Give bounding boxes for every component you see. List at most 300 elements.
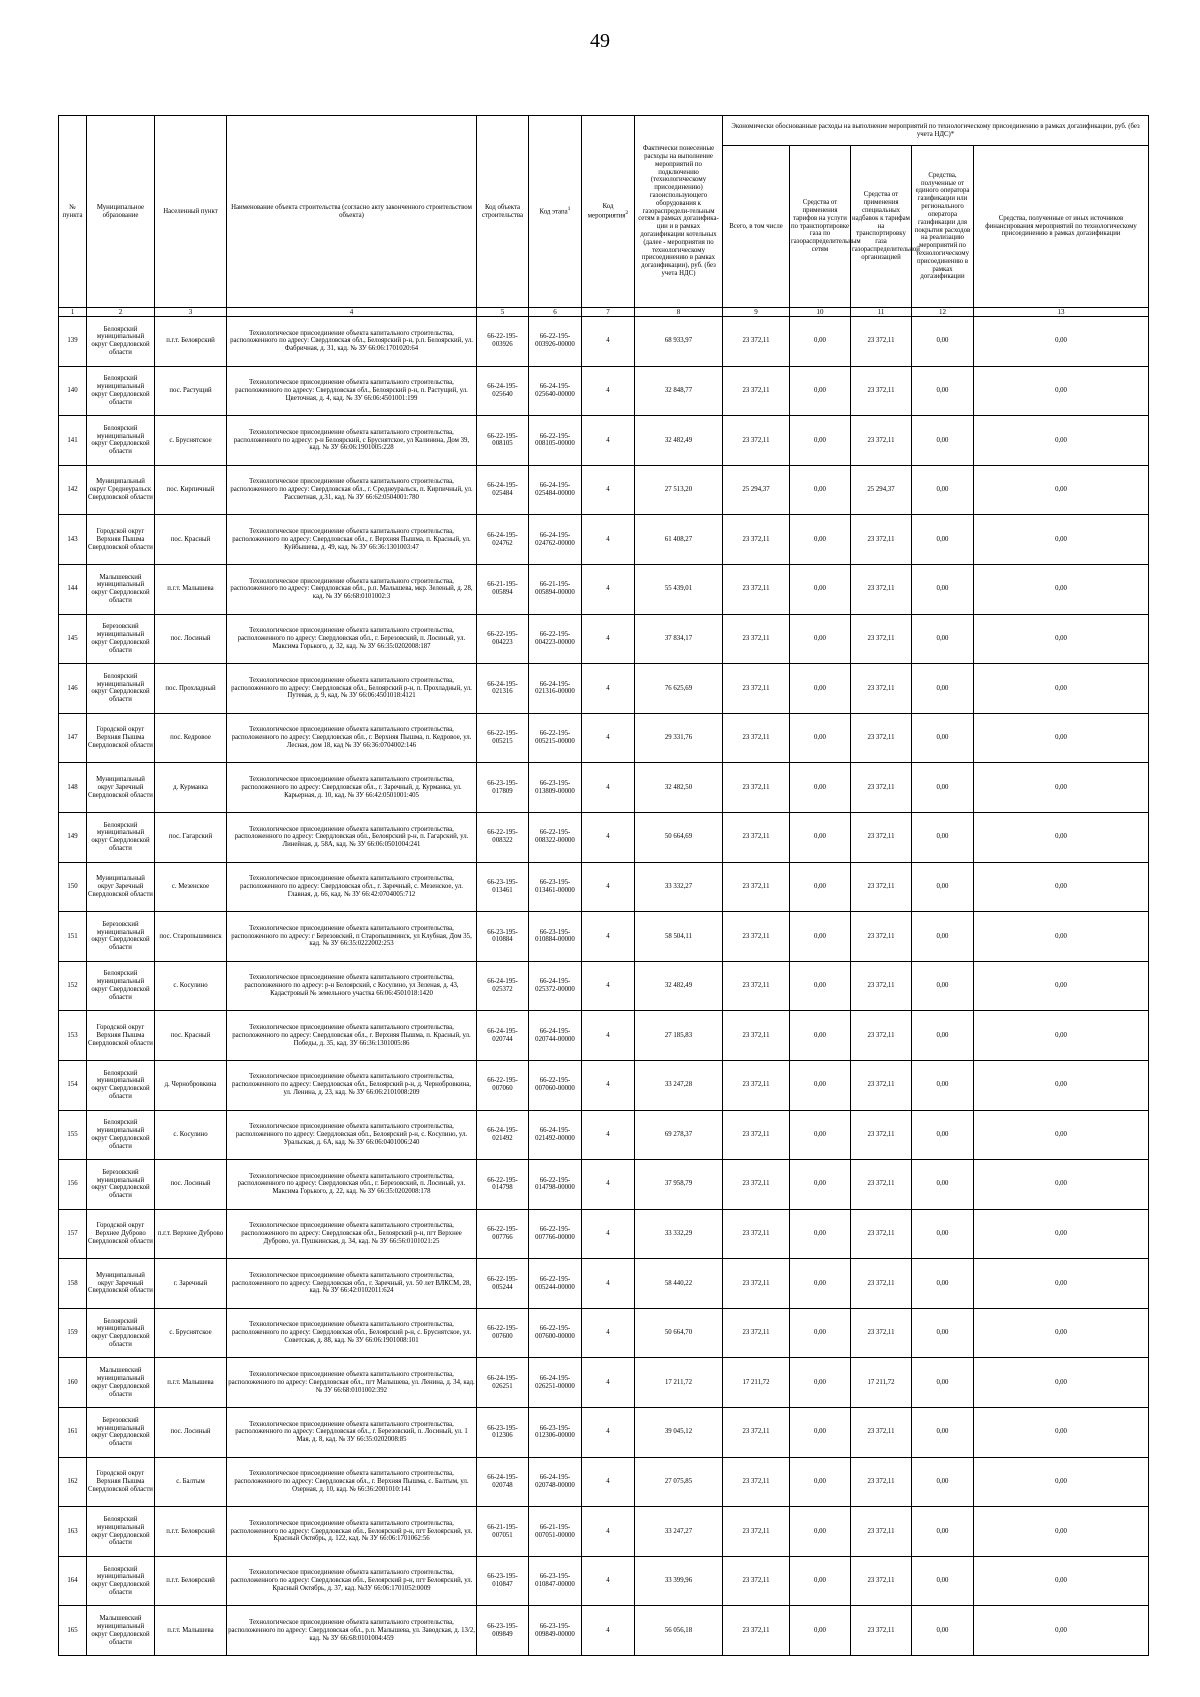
stage-code-cell: 66-22-195-007766-00000 — [529, 1209, 582, 1259]
other-sources-cell: 0,00 — [974, 515, 1149, 565]
actual-expenses-cell: 27 075,85 — [635, 1457, 723, 1507]
object-code-cell: 66-22-195-008322 — [477, 812, 529, 862]
header-other-sources: Средства, полученные от иных источников финансирования мероприятий по технологическому присоединению в рамках догазификации — [974, 146, 1149, 308]
column-number: 7 — [582, 308, 635, 317]
column-number: 13 — [974, 308, 1149, 317]
tariff-funds-cell: 0,00 — [790, 317, 851, 367]
other-sources-cell: 0,00 — [974, 1110, 1149, 1160]
event-code-cell: 4 — [582, 614, 635, 664]
total-cell: 23 372,11 — [723, 664, 790, 714]
row-number: 142 — [59, 465, 87, 515]
stage-code-cell: 66-21-195-007051-00000 — [529, 1507, 582, 1557]
other-sources-cell: 0,00 — [974, 465, 1149, 515]
header-row-number: № пункта — [59, 116, 87, 308]
header-event-code: Код мероприятия$^2$ — [582, 116, 635, 308]
expenses-table — [58, 115, 1149, 1656]
object-name-cell: Технологическое присоединение объекта капитального строительства, расположенного по адресу: Свердловская обл., Белоярский р-н, с. Косулино, ул. Уральская, д. 6А, кад. № ЗУ 66:06:0401006:240 — [227, 1110, 477, 1160]
settlement-cell: с. Бруснятское — [155, 416, 227, 466]
settlement-cell: пос. Гагарский — [155, 812, 227, 862]
actual-expenses-cell: 55 439,01 — [635, 564, 723, 614]
settlement-cell: д. Курманка — [155, 763, 227, 813]
object-code-cell: 66-24-195-025640 — [477, 366, 529, 416]
special-surcharge-cell: 23 372,11 — [851, 416, 912, 466]
special-surcharge-cell: 23 372,11 — [851, 812, 912, 862]
object-code-cell: 66-23-195-010884 — [477, 912, 529, 962]
event-code-cell: 4 — [582, 1606, 635, 1656]
object-name-cell: Технологическое присоединение объекта капитального строительства, расположенного по адресу: Свердловская обл., Белоярский р-н, п. Гагарский, ул. Линейная, д. 58А, кад. № ЗУ 66:06:0501004:241 — [227, 812, 477, 862]
object-name-cell: Технологическое присоединение объекта капитального строительства, расположенного по адресу: Свердловская обл., г. Среднеуральск, п. Кирпичный, ул. Рассветная, д.31, кад. № ЗУ 66:62:0504001:780 — [227, 465, 477, 515]
special-surcharge-cell: 23 372,11 — [851, 1606, 912, 1656]
event-code-cell: 4 — [582, 763, 635, 813]
row-number: 147 — [59, 713, 87, 763]
special-surcharge-cell: 23 372,11 — [851, 1507, 912, 1557]
settlement-cell: пос. Прохладный — [155, 664, 227, 714]
tariff-funds-cell: 0,00 — [790, 713, 851, 763]
municipality-cell: Малышевский муниципальный округ Свердловской области — [87, 1606, 155, 1656]
table-row — [59, 416, 1149, 466]
stage-code-cell: 66-24-195-026251-00000 — [529, 1358, 582, 1408]
event-code-cell: 4 — [582, 1308, 635, 1358]
total-cell: 23 372,11 — [723, 1556, 790, 1606]
object-name-cell: Технологическое присоединение объекта капитального строительства, расположенного по адресу: Свердловская обл., Белоярский р-н, с. Бруснятское, ул. Советская, д. 88, кад. № ЗУ 66:06:1901008:101 — [227, 1308, 477, 1358]
table-row — [59, 763, 1149, 813]
table-row — [59, 465, 1149, 515]
actual-expenses-cell: 37 958,79 — [635, 1160, 723, 1210]
tariff-funds-cell: 0,00 — [790, 564, 851, 614]
operator-funds-cell: 0,00 — [912, 1160, 974, 1210]
stage-code-cell: 66-22-195-004223-00000 — [529, 614, 582, 664]
event-code-cell: 4 — [582, 812, 635, 862]
event-code-cell: 4 — [582, 465, 635, 515]
row-number: 161 — [59, 1408, 87, 1458]
operator-funds-cell: 0,00 — [912, 1556, 974, 1606]
tariff-funds-cell: 0,00 — [790, 1606, 851, 1656]
column-number: 10 — [790, 308, 851, 317]
special-surcharge-cell: 23 372,11 — [851, 1060, 912, 1110]
table-row — [59, 1556, 1149, 1606]
total-cell: 23 372,11 — [723, 1457, 790, 1507]
settlement-cell: пос. Лосиный — [155, 1160, 227, 1210]
tariff-funds-cell: 0,00 — [790, 465, 851, 515]
tariff-funds-cell: 0,00 — [790, 812, 851, 862]
event-code-cell: 4 — [582, 1358, 635, 1408]
total-cell: 23 372,11 — [723, 763, 790, 813]
row-number: 151 — [59, 912, 87, 962]
stage-code-cell: 66-23-195-009849-00000 — [529, 1606, 582, 1656]
event-code-cell: 4 — [582, 1457, 635, 1507]
municipality-cell: Белоярский муниципальный округ Свердловской области — [87, 1060, 155, 1110]
operator-funds-cell: 0,00 — [912, 1060, 974, 1110]
actual-expenses-cell: 32 482,49 — [635, 961, 723, 1011]
event-code-cell: 4 — [582, 1209, 635, 1259]
operator-funds-cell: 0,00 — [912, 812, 974, 862]
other-sources-cell: 0,00 — [974, 1457, 1149, 1507]
municipality-cell: Белоярский муниципальный округ Свердловской области — [87, 961, 155, 1011]
special-surcharge-cell: 23 372,11 — [851, 1011, 912, 1061]
operator-funds-cell: 0,00 — [912, 1259, 974, 1309]
other-sources-cell: 0,00 — [974, 1358, 1149, 1408]
municipality-cell: Муниципальный округ Заречный Свердловской области — [87, 1259, 155, 1309]
special-surcharge-cell: 23 372,11 — [851, 1110, 912, 1160]
column-number: 11 — [851, 308, 912, 317]
object-name-cell: Технологическое присоединение объекта капитального строительства, расположенного по адресу: Свердловская обл., г. Березовский, п. Лосиный, ул. 1 Мая, д. 8, кад. № ЗУ 66:35:0202008:85 — [227, 1408, 477, 1458]
total-cell: 23 372,11 — [723, 1507, 790, 1557]
row-number: 139 — [59, 317, 87, 367]
total-cell: 23 372,11 — [723, 862, 790, 912]
event-code-cell: 4 — [582, 961, 635, 1011]
object-code-cell: 66-22-195-007060 — [477, 1060, 529, 1110]
stage-code-cell: 66-23-195-013461-00000 — [529, 862, 582, 912]
row-number: 145 — [59, 614, 87, 664]
object-code-cell: 66-24-195-026251 — [477, 1358, 529, 1408]
actual-expenses-cell: 32 482,49 — [635, 416, 723, 466]
other-sources-cell: 0,00 — [974, 664, 1149, 714]
total-cell: 23 372,11 — [723, 317, 790, 367]
total-cell: 23 372,11 — [723, 1259, 790, 1309]
table-row — [59, 1308, 1149, 1358]
special-surcharge-cell: 23 372,11 — [851, 1457, 912, 1507]
tariff-funds-cell: 0,00 — [790, 1011, 851, 1061]
settlement-cell: пос. Кедровое — [155, 713, 227, 763]
special-surcharge-cell: 23 372,11 — [851, 1209, 912, 1259]
table-row — [59, 1358, 1149, 1408]
total-cell: 23 372,11 — [723, 1011, 790, 1061]
tariff-funds-cell: 0,00 — [790, 1209, 851, 1259]
object-name-cell: Технологическое присоединение объекта капитального строительства, расположенного по адресу: р-н Белоярский, с Бруснятское, ул Калинина, Дом 39, кад. № ЗУ 66:06:1901005:228 — [227, 416, 477, 466]
event-code-cell: 4 — [582, 564, 635, 614]
actual-expenses-cell: 32 848,77 — [635, 366, 723, 416]
stage-code-cell: 66-22-195-005244-00000 — [529, 1259, 582, 1309]
other-sources-cell: 0,00 — [974, 1308, 1149, 1358]
page-number: 49 — [590, 30, 610, 52]
other-sources-cell: 0,00 — [974, 1507, 1149, 1557]
row-number: 150 — [59, 862, 87, 912]
object-name-cell: Технологическое присоединение объекта капитального строительства, расположенного по адресу: Свердловская обл., р.п. Малышева, мкр. Зеленый, д. 28, кад. № ЗУ 66:68:0101002:3 — [227, 564, 477, 614]
tariff-funds-cell: 0,00 — [790, 912, 851, 962]
table-row — [59, 1011, 1149, 1061]
stage-code-cell: 66-24-195-025372-00000 — [529, 961, 582, 1011]
stage-code-cell: 66-23-195-010884-00000 — [529, 912, 582, 962]
object-name-cell: Технологическое присоединение объекта капитального строительства, расположенного по адресу: Свердловская обл., Белоярский р-н, пгт Белоярский, ул. Красный Октябрь, д. 37, кад. №ЗУ 66:06:1701052:0009 — [227, 1556, 477, 1606]
special-surcharge-cell: 23 372,11 — [851, 862, 912, 912]
settlement-cell: п.г.т. Белоярский — [155, 1556, 227, 1606]
table-row — [59, 614, 1149, 664]
event-code-cell: 4 — [582, 416, 635, 466]
special-surcharge-cell: 23 372,11 — [851, 763, 912, 813]
table-row — [59, 366, 1149, 416]
object-code-cell: 66-22-195-008105 — [477, 416, 529, 466]
header-object-code: Код объекта строительства — [477, 116, 529, 308]
special-surcharge-cell: 23 372,11 — [851, 1308, 912, 1358]
object-name-cell: Технологическое присоединение объекта капитального строительства, расположенного по адресу: Свердловская обл., г. Верхняя Пышма, п. Кедровое, ул. Лесная, дом 18, кад № ЗУ 66:36:0704002:146 — [227, 713, 477, 763]
event-code-cell: 4 — [582, 1408, 635, 1458]
operator-funds-cell: 0,00 — [912, 416, 974, 466]
column-number: 2 — [87, 308, 155, 317]
municipality-cell: Городской округ Верхняя Пышма Свердловской области — [87, 515, 155, 565]
other-sources-cell: 0,00 — [974, 961, 1149, 1011]
object-code-cell: 66-22-195-014798 — [477, 1160, 529, 1210]
object-code-cell: 66-22-195-005244 — [477, 1259, 529, 1309]
total-cell: 23 372,11 — [723, 961, 790, 1011]
special-surcharge-cell: 23 372,11 — [851, 1556, 912, 1606]
settlement-cell: пос. Лосиный — [155, 1408, 227, 1458]
stage-code-cell: 66-22-195-007060-00000 — [529, 1060, 582, 1110]
table-row — [59, 1209, 1149, 1259]
municipality-cell: Березовский муниципальный округ Свердловской области — [87, 1408, 155, 1458]
tariff-funds-cell: 0,00 — [790, 1457, 851, 1507]
object-code-cell: 66-24-195-024762 — [477, 515, 529, 565]
tariff-funds-cell: 0,00 — [790, 1308, 851, 1358]
municipality-cell: Белоярский муниципальный округ Свердловской области — [87, 1308, 155, 1358]
stage-code-cell: 66-24-195-021492-00000 — [529, 1110, 582, 1160]
other-sources-cell: 0,00 — [974, 564, 1149, 614]
object-name-cell: Технологическое присоединение объекта капитального строительства, расположенного по адресу: Свердловская обл., г. Березовский, п. Лосиный, ул. Максима Горького, д. 22, кад. № ЗУ 66:35:0202008:178 — [227, 1160, 477, 1210]
object-name-cell: Технологическое присоединение объекта капитального строительства, расположенного по адресу: Свердловская обл., Белоярский р-н, п. Прохладный, ул. Путевая, д. 9, кад. № ЗУ 66:06:4501018:4121 — [227, 664, 477, 714]
operator-funds-cell: 0,00 — [912, 862, 974, 912]
settlement-cell: п.г.т. Малышева — [155, 1606, 227, 1656]
row-number: 158 — [59, 1259, 87, 1309]
event-code-cell: 4 — [582, 317, 635, 367]
tariff-funds-cell: 0,00 — [790, 1507, 851, 1557]
stage-code-cell: 66-21-195-005894-00000 — [529, 564, 582, 614]
tariff-funds-cell: 0,00 — [790, 416, 851, 466]
stage-code-cell: 66-24-195-021316-00000 — [529, 664, 582, 714]
object-name-cell: Технологическое присоединение объекта капитального строительства, расположенного по адресу: Свердловская обл., р.п. Малышева, ул. Заводская, д. 13/2, кад. № ЗУ 66:68:0101004:459 — [227, 1606, 477, 1656]
header-operator-funds: Средства, полученные от единого оператора газификации или регионального оператора газификации для покрытия расходов на реализацию мероприятий по технологическому присоединению в рамках догазификации — [912, 146, 974, 308]
table-row — [59, 1408, 1149, 1458]
settlement-cell: г. Заречный — [155, 1259, 227, 1309]
object-code-cell: 66-24-195-025372 — [477, 961, 529, 1011]
total-cell: 23 372,11 — [723, 1408, 790, 1458]
object-code-cell: 66-22-195-005215 — [477, 713, 529, 763]
column-number: 6 — [529, 308, 582, 317]
object-name-cell: Технологическое присоединение объекта капитального строительства, расположенного по адресу: Свердловская обл., г. Заречный, д. Курманка, ул. Карьерная, д. 10, кад. № ЗУ 66:42:0501001:405 — [227, 763, 477, 813]
total-cell: 23 372,11 — [723, 366, 790, 416]
other-sources-cell: 0,00 — [974, 1606, 1149, 1656]
object-code-cell: 66-23-195-012306 — [477, 1408, 529, 1458]
operator-funds-cell: 0,00 — [912, 1457, 974, 1507]
other-sources-cell: 0,00 — [974, 317, 1149, 367]
object-name-cell: Технологическое присоединение объекта капитального строительства, расположенного по адресу: Свердловская обл., г. Верхняя Пышма, с. Балтым, ул. Озерная, д. 10, кад. № 66:36:2001010:141 — [227, 1457, 477, 1507]
actual-expenses-cell: 29 331,76 — [635, 713, 723, 763]
municipality-cell: Белоярский муниципальный округ Свердловской области — [87, 366, 155, 416]
operator-funds-cell: 0,00 — [912, 465, 974, 515]
object-code-cell: 66-23-195-010847 — [477, 1556, 529, 1606]
settlement-cell: пос. Старопышминск — [155, 912, 227, 962]
event-code-cell: 4 — [582, 1060, 635, 1110]
operator-funds-cell: 0,00 — [912, 1606, 974, 1656]
header-object-name: Наименование объекта строительства (согласно акту законченного строительством объекта) — [227, 116, 477, 308]
object-code-cell: 66-23-195-009849 — [477, 1606, 529, 1656]
settlement-cell: с. Косулино — [155, 961, 227, 1011]
stage-code-cell: 66-22-195-003926-00000 — [529, 317, 582, 367]
municipality-cell: Белоярский муниципальный округ Свердловской области — [87, 1556, 155, 1606]
tariff-funds-cell: 0,00 — [790, 1556, 851, 1606]
actual-expenses-cell: 27 513,20 — [635, 465, 723, 515]
table-row — [59, 1259, 1149, 1309]
other-sources-cell: 0,00 — [974, 1060, 1149, 1110]
actual-expenses-cell: 39 045,12 — [635, 1408, 723, 1458]
operator-funds-cell: 0,00 — [912, 564, 974, 614]
total-cell: 23 372,11 — [723, 1606, 790, 1656]
special-surcharge-cell: 23 372,11 — [851, 614, 912, 664]
row-number: 155 — [59, 1110, 87, 1160]
table-row — [59, 1507, 1149, 1557]
table-row — [59, 1060, 1149, 1110]
stage-code-cell: 66-22-195-008105-00000 — [529, 416, 582, 466]
tariff-funds-cell: 0,00 — [790, 1408, 851, 1458]
tariff-funds-cell: 0,00 — [790, 614, 851, 664]
column-number: 8 — [635, 308, 723, 317]
special-surcharge-cell: 23 372,11 — [851, 1259, 912, 1309]
special-surcharge-cell: 23 372,11 — [851, 664, 912, 714]
tariff-funds-cell: 0,00 — [790, 862, 851, 912]
object-code-cell: 66-24-195-021316 — [477, 664, 529, 714]
object-name-cell: Технологическое присоединение объекта капитального строительства, расположенного по адресу: Свердловская обл., Белоярский р-н, пгт Белоярский, ул. Красный Октябрь, д. 122, кад. № ЗУ 66:06:1701062:56 — [227, 1507, 477, 1557]
settlement-cell: с. Бруснятское — [155, 1308, 227, 1358]
total-cell: 23 372,11 — [723, 614, 790, 664]
object-name-cell: Технологическое присоединение объекта капитального строительства, расположенного по адресу: Свердловская обл., г. Заречный, ул. 50 лет ВЛКСМ, 28, кад. № ЗУ 66:42:0102011:624 — [227, 1259, 477, 1309]
operator-funds-cell: 0,00 — [912, 614, 974, 664]
actual-expenses-cell: 69 278,37 — [635, 1110, 723, 1160]
row-number: 160 — [59, 1358, 87, 1408]
stage-code-cell: 66-24-195-020744-00000 — [529, 1011, 582, 1061]
event-code-cell: 4 — [582, 1160, 635, 1210]
stage-code-cell: 66-22-195-007600-00000 — [529, 1308, 582, 1358]
special-surcharge-cell: 25 294,37 — [851, 465, 912, 515]
settlement-cell: пос. Красный — [155, 515, 227, 565]
total-cell: 23 372,11 — [723, 1060, 790, 1110]
special-surcharge-cell: 17 211,72 — [851, 1358, 912, 1408]
operator-funds-cell: 0,00 — [912, 1308, 974, 1358]
other-sources-cell: 0,00 — [974, 862, 1149, 912]
table-row — [59, 515, 1149, 565]
column-number: 5 — [477, 308, 529, 317]
municipality-cell: Городской округ Верхняя Пышма Свердловской области — [87, 1457, 155, 1507]
settlement-cell: пос. Растущий — [155, 366, 227, 416]
row-number: 153 — [59, 1011, 87, 1061]
table-row — [59, 713, 1149, 763]
stage-code-cell: 66-24-195-025640-00000 — [529, 366, 582, 416]
header-justified-expenses-group: Экономически обоснованные расходы на выполнение мероприятий по технологическому присоединению в рамках догазификации, руб. (без учета НДС)* — [723, 116, 1149, 146]
table-row — [59, 862, 1149, 912]
table-row — [59, 1160, 1149, 1210]
total-cell: 17 211,72 — [723, 1358, 790, 1408]
operator-funds-cell: 0,00 — [912, 713, 974, 763]
actual-expenses-cell: 58 440,22 — [635, 1259, 723, 1309]
tariff-funds-cell: 0,00 — [790, 1110, 851, 1160]
municipality-cell: Муниципальный округ Заречный Свердловской области — [87, 862, 155, 912]
other-sources-cell: 0,00 — [974, 912, 1149, 962]
table-body — [59, 317, 1149, 1656]
other-sources-cell: 0,00 — [974, 416, 1149, 466]
table-row — [59, 1110, 1149, 1160]
tariff-funds-cell: 0,00 — [790, 1060, 851, 1110]
header-total: Всего, в том числе — [723, 146, 790, 308]
table-row — [59, 812, 1149, 862]
object-code-cell: 66-24-195-020748 — [477, 1457, 529, 1507]
table-row — [59, 1457, 1149, 1507]
other-sources-cell: 0,00 — [974, 1259, 1149, 1309]
settlement-cell: пос. Лосиный — [155, 614, 227, 664]
object-name-cell: Технологическое присоединение объекта капитального строительства, расположенного по адресу: г Березовский, п Старопышминск, ул Клубная, Дом 35, кад. № ЗУ 66:35:0222002:253 — [227, 912, 477, 962]
operator-funds-cell: 0,00 — [912, 1209, 974, 1259]
row-number: 148 — [59, 763, 87, 813]
settlement-cell: п.г.т. Малышева — [155, 564, 227, 614]
other-sources-cell: 0,00 — [974, 763, 1149, 813]
header-stage-code: Код этапа$^1$ — [529, 116, 582, 308]
other-sources-cell: 0,00 — [974, 812, 1149, 862]
object-name-cell: Технологическое присоединение объекта капитального строительства, расположенного по адресу: Свердловская обл., Белоярский р-н, р.п. Белоярский, ул. Фабричная, д. 31, кад. № ЗУ 66:06:1701020:64 — [227, 317, 477, 367]
object-name-cell: Технологическое присоединение объекта капитального строительства, расположенного по адресу: Свердловская обл., г. Заречный, с. Мезенское, ул. Главная, д. 66, кад. № ЗУ 66:42:0704005:712 — [227, 862, 477, 912]
actual-expenses-cell: 68 933,97 — [635, 317, 723, 367]
actual-expenses-cell: 33 247,28 — [635, 1060, 723, 1110]
row-number: 146 — [59, 664, 87, 714]
row-number: 152 — [59, 961, 87, 1011]
row-number: 143 — [59, 515, 87, 565]
tariff-funds-cell: 0,00 — [790, 515, 851, 565]
total-cell: 23 372,11 — [723, 1308, 790, 1358]
municipality-cell: Белоярский муниципальный округ Свердловской области — [87, 1507, 155, 1557]
special-surcharge-cell: 23 372,11 — [851, 564, 912, 614]
event-code-cell: 4 — [582, 515, 635, 565]
table-row — [59, 961, 1149, 1011]
object-code-cell: 66-23-195-013461 — [477, 862, 529, 912]
special-surcharge-cell: 23 372,11 — [851, 1160, 912, 1210]
object-name-cell: Технологическое присоединение объекта капитального строительства, расположенного по адресу: Свердловская обл., Белоярский р-н, д. Чернобровкина, ул. Ленина, д. 23, кад. № ЗУ 66:06:2101008:209 — [227, 1060, 477, 1110]
stage-code-cell: 66-22-195-008322-00000 — [529, 812, 582, 862]
event-code-cell: 4 — [582, 1011, 635, 1061]
object-name-cell: Технологическое присоединение объекта капитального строительства, расположенного по адресу: Свердловская обл., г. Березовский, п. Лосиный, ул. Максима Горького, д. 32, кад. № ЗУ 66:35:0202008:187 — [227, 614, 477, 664]
row-number: 164 — [59, 1556, 87, 1606]
operator-funds-cell: 0,00 — [912, 1507, 974, 1557]
municipality-cell: Городской округ Верхнее Дуброво Свердловской области — [87, 1209, 155, 1259]
event-code-cell: 4 — [582, 1556, 635, 1606]
settlement-cell: пос. Красный — [155, 1011, 227, 1061]
header-special-surcharge-funds: Средства от применения специальных надбавок к тарифам на транспортировку газа газораспределительной организацией — [851, 146, 912, 308]
special-surcharge-cell: 23 372,11 — [851, 366, 912, 416]
object-name-cell: Технологическое присоединение объекта капитального строительства, расположенного по адресу: Свердловская обл., пгт Малышева, ул. Ленина, д. 34, кад. № ЗУ 66:68:0101002:392 — [227, 1358, 477, 1408]
municipality-cell: Малышевский муниципальный округ Свердловской области — [87, 1358, 155, 1408]
settlement-cell: с. Балтым — [155, 1457, 227, 1507]
operator-funds-cell: 0,00 — [912, 1011, 974, 1061]
operator-funds-cell: 0,00 — [912, 664, 974, 714]
object-code-cell: 66-21-195-007051 — [477, 1507, 529, 1557]
total-cell: 23 372,11 — [723, 416, 790, 466]
object-code-cell: 66-24-195-025484 — [477, 465, 529, 515]
other-sources-cell: 0,00 — [974, 713, 1149, 763]
event-code-cell: 4 — [582, 1259, 635, 1309]
settlement-cell: с. Мезенское — [155, 862, 227, 912]
event-code-cell: 4 — [582, 1507, 635, 1557]
actual-expenses-cell: 33 332,29 — [635, 1209, 723, 1259]
header-settlement: Населенный пункт — [155, 116, 227, 308]
object-name-cell: Технологическое присоединение объекта капитального строительства, расположенного по адресу: Свердловская обл., Белоярский р-н, п. Растущий, ул. Цветочная, д. 4, кад. № ЗУ 66:06:4501001:199 — [227, 366, 477, 416]
municipality-cell: Белоярский муниципальный округ Свердловской области — [87, 1110, 155, 1160]
tariff-funds-cell: 0,00 — [790, 1358, 851, 1408]
row-number: 144 — [59, 564, 87, 614]
special-surcharge-cell: 23 372,11 — [851, 961, 912, 1011]
column-number: 4 — [227, 308, 477, 317]
operator-funds-cell: 0,00 — [912, 366, 974, 416]
other-sources-cell: 0,00 — [974, 1160, 1149, 1210]
special-surcharge-cell: 23 372,11 — [851, 317, 912, 367]
municipality-cell: Городской округ Верхняя Пышма Свердловской области — [87, 713, 155, 763]
operator-funds-cell: 0,00 — [912, 912, 974, 962]
column-number: 1 — [59, 308, 87, 317]
total-cell: 23 372,11 — [723, 1110, 790, 1160]
row-number: 140 — [59, 366, 87, 416]
